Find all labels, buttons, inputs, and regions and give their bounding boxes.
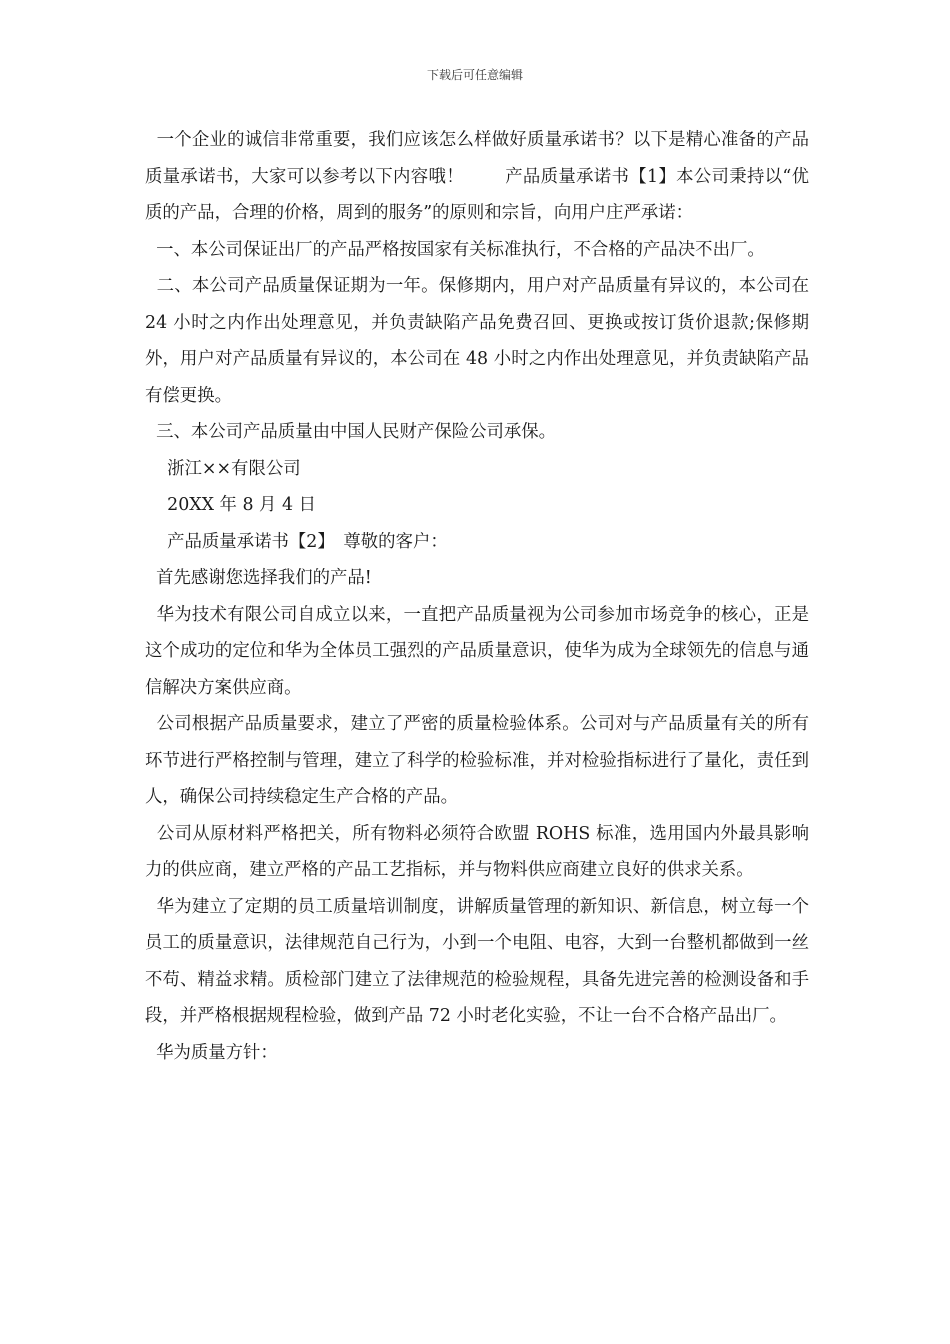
- paragraph-materials: 公司从原材料严格把关，所有物料必须符合欧盟 ROHS 标准，选用国内外最具影响力的供应商，建立严格的产品工艺指标，并与物料供应商建立良好的供求关系。: [145, 823, 809, 880]
- paragraph-training: 华为建立了定期的员工质量培训制度，讲解质量管理的新知识、新信息，树立每一个员工的质量意识，法律规范自己行为，小到一个电阻、电容，大到一台整机都做到一丝不苟、精益求精。质检部门建立了法律规范的检验规程，具备先进完善的检测设备和手段，并严格根据规程检验，做到产品 72 小时老化实验，不让一台不合格产品出厂。: [145, 896, 809, 1026]
- paragraph-commitment-1: 一、本公司保证出厂的产品严格按国家有关标准执行，不合格的产品决不出厂。: [145, 239, 765, 260]
- paragraph-intro: 一个企业的诚信非常重要，我们应该怎么样做好质量承诺书？以下是精心准备的产品质量承诺书，大家可以参考以下内容哦！ 产品质量承诺书【1】本公司秉持以“优质的产品，合理的价格，周到的服务”的原则和宗旨，向用户庄严承诺：: [145, 130, 809, 223]
- paragraph-huawei-intro: 华为技术有限公司自成立以来，一直把产品质量视为公司参加市场竞争的核心，正是这个成功的定位和华为全体员工强烈的产品质量意识，使华为成为全球领先的信息与通信解决方案供应商。: [145, 604, 809, 698]
- document-body: [145, 122, 815, 1071]
- paragraph-inspection-system: 公司根据产品质量要求，建立了严密的质量检验体系。公司对与产品质量有关的所有环节进行严格控制与管理，建立了科学的检验标准，并对检验指标进行了量化，责任到人，确保公司持续稳定生产合格的产品。: [145, 714, 809, 807]
- company-signature: 浙江××有限公司: [145, 458, 301, 479]
- page-header-note: 下载后可任意编辑: [426, 68, 523, 82]
- signature-date: 20XX 年 8 月 4 日: [145, 495, 316, 515]
- paragraph-quality-policy: 华为质量方针：: [145, 1042, 278, 1063]
- paragraph-commitment-2: 二、本公司产品质量保证期为一年。保修期内，用户对产品质量有异议的，本公司在 24 小时之内作出处理意见，并负责缺陷产品免费召回、更换或按订货价退款;保修期外，用户对产品质量有异议的，本公司在 48 小时之内作出处理意见，并负责缺陷产品有偿更换。: [145, 276, 815, 406]
- paragraph-commitment-3: 三、本公司产品质量由中国人民财产保险公司承保。: [145, 422, 557, 442]
- section-heading-2: 产品质量承诺书【2】 尊敬的客户：: [145, 531, 448, 552]
- paragraph-thanks: 首先感谢您选择我们的产品!: [145, 568, 372, 588]
